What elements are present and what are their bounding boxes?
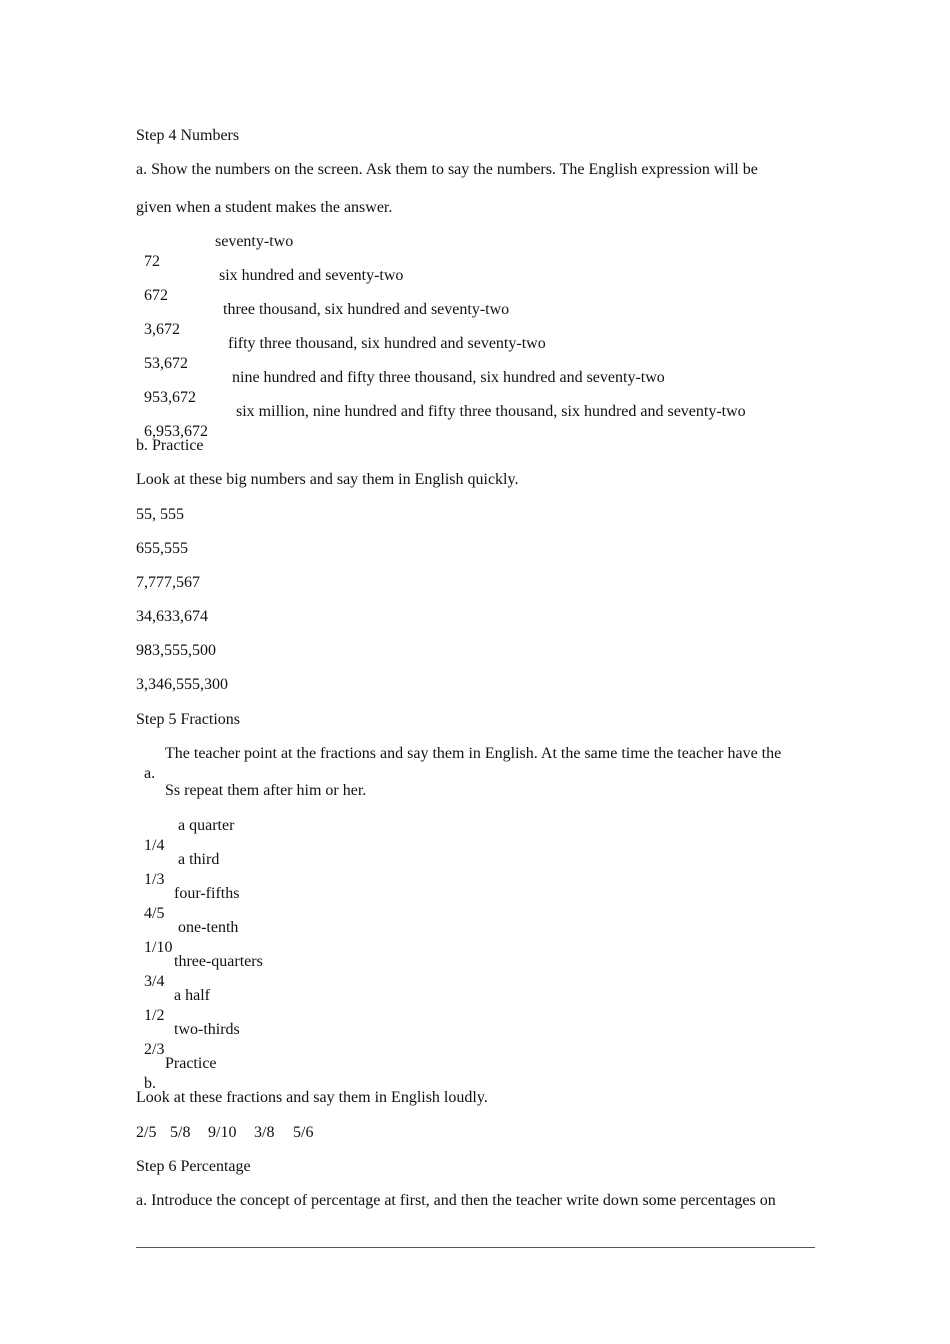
step5-item-b-label: Practice (165, 1055, 217, 1072)
practice-number: 55, 555 (136, 506, 184, 523)
fraction-value: 4/5 (144, 905, 165, 922)
number-value: 672 (144, 287, 168, 304)
practice-fraction: 5/8 (170, 1124, 191, 1141)
fraction-words: a third (178, 851, 220, 868)
step5-item-a-line1: The teacher point at the fractions and say them in English. At the same time the teacher have the (165, 745, 782, 762)
practice-fraction: 5/6 (293, 1124, 314, 1141)
fraction-words: two-thirds (174, 1021, 240, 1038)
number-value: 6,953,672 (144, 423, 208, 440)
fraction-words: a half (174, 987, 210, 1004)
step5-item-a-line2: Ss repeat them after him or her. (165, 782, 367, 799)
step4-practice-label: b. Practice (136, 437, 204, 454)
number-words: six million, nine hundred and fifty three thousand, six hundred and seventy-two (236, 403, 746, 420)
fraction-value: 2/3 (144, 1041, 165, 1058)
fraction-words: one-tenth (178, 919, 239, 936)
number-value: 953,672 (144, 389, 196, 406)
number-words: fifty three thousand, six hundred and seventy-two (228, 335, 546, 352)
number-words: nine hundred and fifty three thousand, six hundred and seventy-two (232, 369, 665, 386)
practice-number: 34,633,674 (136, 608, 208, 625)
practice-number: 655,555 (136, 540, 188, 557)
fraction-value: 1/2 (144, 1007, 165, 1024)
number-words: six hundred and seventy-two (219, 267, 404, 284)
fraction-words: a quarter (178, 817, 235, 834)
fraction-words: four-fifths (174, 885, 240, 902)
practice-fraction: 9/10 (208, 1124, 237, 1141)
step4-practice-instruction: Look at these big numbers and say them in English quickly. (136, 471, 519, 488)
step4-intro-line1: a. Show the numbers on the screen. Ask them to say the numbers. The English expression will be (136, 161, 758, 178)
fraction-value: 1/10 (144, 939, 173, 956)
step5-practice-instruction: Look at these fractions and say them in English loudly. (136, 1089, 488, 1106)
practice-fraction: 3/8 (254, 1124, 275, 1141)
number-value: 3,672 (144, 321, 180, 338)
number-words: seventy-two (215, 233, 294, 250)
list-marker: a. (144, 765, 156, 782)
practice-number: 7,777,567 (136, 574, 200, 591)
fraction-value: 1/3 (144, 871, 165, 888)
practice-number: 983,555,500 (136, 642, 216, 659)
step4-heading: Step 4 Numbers (136, 127, 240, 144)
list-marker: b. (144, 1075, 156, 1092)
fraction-words: three-quarters (174, 953, 263, 970)
footer-divider (136, 1247, 815, 1248)
fraction-value: 1/4 (144, 837, 165, 854)
step6-heading: Step 6 Percentage (136, 1158, 251, 1175)
practice-number: 3,346,555,300 (136, 676, 228, 693)
number-value: 72 (144, 253, 160, 270)
practice-fraction: 2/5 (136, 1124, 157, 1141)
step4-intro-line2: given when a student makes the answer. (136, 199, 393, 216)
number-words: three thousand, six hundred and seventy-two (223, 301, 510, 318)
step6-intro-line1: a. Introduce the concept of percentage at first, and then the teacher write down some percentages on (136, 1192, 776, 1209)
step5-heading: Step 5 Fractions (136, 711, 240, 728)
fraction-value: 3/4 (144, 973, 165, 990)
number-value: 53,672 (144, 355, 188, 372)
